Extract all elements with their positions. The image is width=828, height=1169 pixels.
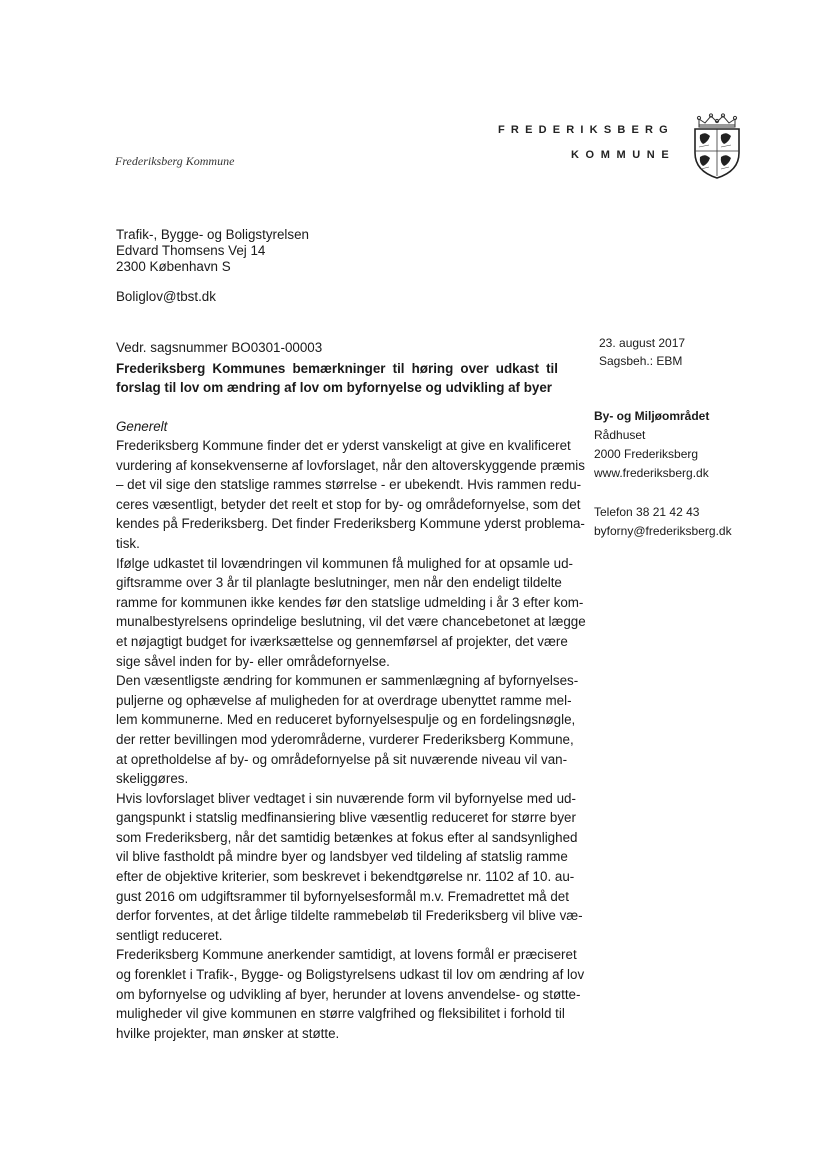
recipient-line: Trafik-, Bygge- og Boligstyrelsen [116,227,310,242]
body-text-line: gust 2016 om udgiftsrammer til byfornyelsesformål m.v. Fremadrettet må det [116,888,569,904]
recipient-line: Edvard Thomsens Vej 14 [116,243,266,258]
logo-wordmark-line1: FREDERIKSBERG [498,124,674,136]
body-text-line: ceres væsentligt, betyder det reelt et stop for by- og områdefornyelse, som det [116,496,581,512]
body-text-line: derfor forventes, at det årlige tildelte rammebeløb til Frederiksberg vil blive væ- [116,908,583,924]
contact-email: byforny@frederiksberg.dk [594,524,732,538]
body-text-line: giftsramme over 3 år til planlagte beslutninger, men når den endeligt tildelte [116,575,562,591]
body-text-line: som Frederiksberg, når det samtidig betænkes at fokus efter al sandsynlighed [116,829,578,845]
body-text-line: Frederiksberg Kommune anerkender samtidigt, at lovens formål er præciseret [116,947,577,963]
body-text-line: – det vil sige den statslige rammes størrelse - er ubekendt. Hvis rammen redu- [116,477,582,493]
body-text-line: skeliggøres. [116,771,189,787]
body-text-line: at opretholdelse af by- og områdefornyelse på sit nuværende niveau vil van- [116,751,568,767]
department-website: www.frederiksberg.dk [594,466,709,480]
body-text-line: Frederiksberg Kommune finder det er yderst vanskeligt at give en kvalificeret [116,438,571,453]
body-text-line: hvilke projekter, man ønsker at støtte. [116,1025,340,1041]
body-text-line: ramme for kommunen ikke kendes før den statslige udmelding i år 3 efter kom- [116,594,584,610]
body-text-line: lem kommunerne. Med en reduceret byfornyelsespulje og en fordelingsnøgle, [116,712,576,728]
body-text-line: og forenklet i Trafik-, Bygge- og Boligstyrelsens udkast til lov om ændring af lov [116,967,585,983]
letter-heading [116,359,558,397]
case-handler: Sagsbeh.: EBM [599,354,683,368]
body-text-line: gangspunkt i statslig medfinansiering blive væsentlig reduceret for større byer [116,810,576,826]
recipient-email: Boliglov@tbst.dk [116,289,216,304]
sidebar-department-block [594,407,709,483]
sidebar-date-block [599,334,685,370]
body-text-line: tisk. [116,535,140,551]
body-text-line: om byfornyelse og udvikling af byer, herunder at lovens anvendelse- og støtte- [116,986,581,1002]
phone-number: Telefon 38 21 42 43 [594,505,700,519]
body-text-line: der retter bevillingen mod yderområderne, vurderer Frederiksberg Kommune, [116,731,574,747]
letter-date: 23. august 2017 [599,336,686,350]
letter-body [116,436,586,1043]
body-text-line: efter de objektive kriterier, som beskrevet i bekendtgørelse nr. 1102 af 10. au- [116,869,575,885]
body-text-line: et nøjagtigt budget for iværksættelse og gennemførsel af projekter, det være [116,633,568,649]
department-address: 2000 Frederiksberg [594,447,699,461]
recipient-line: 2300 København S [116,259,231,274]
heading-line: Frederiksberg Kommunes bemærkninger til høring over udkast til [116,361,558,376]
body-text-line: Hvis lovforslaget bliver vedtaget i sin nuværende form vil byfornyelse med ud- [116,790,576,806]
department-address: Rådhuset [594,428,646,442]
case-reference: Vedr. sagsnummer BO0301-00003 [116,340,323,355]
body-text-line: puljerne og ophævelse af muligheden for at overdrage ubenyttet ramme mel- [116,692,572,708]
logo-wordmark-line2: KOMMUNE [571,149,676,161]
coat-of-arms-icon [691,113,743,179]
body-text-line: Den væsentligste ændring for kommunen er sammenlægning af byfornyelses- [116,673,579,689]
heading-line: forslag til lov om ændring af lov om byfornyelse og udvikling af byer [116,380,553,395]
sidebar-contact-block [594,503,732,541]
sender-name: Frederiksberg Kommune [115,154,235,168]
body-text-line: sige såvel inden for by- eller områdefornyelse. [116,653,390,669]
department-name: By- og Miljøområdet [594,409,710,423]
body-text-line: sentligt reduceret. [116,927,223,943]
body-text-line: munalbestyrelsens oprindelige beslutning, vil det være chancebetonet at lægge [116,614,586,630]
body-text-line: vil blive fastholdt på mindre byer og landsbyer ved tildeling af statslig ramme [116,849,568,865]
body-text-line: Ifølge udkastet til lovændringen vil kommunen få mulighed for at opsamle ud- [116,555,574,571]
body-text-line: kendes på Frederiksberg. Det finder Frederiksberg Kommune yderst problema- [116,516,585,532]
body-text-line: vurdering af konsekvenserne af lovforslaget, når den altoverskyggende præmis [116,457,585,473]
section-title: Generelt [116,419,168,434]
body-text-line: muligheder vil give kommunen en større valgfrihed og fleksibilitet i forhold til [116,1006,565,1022]
